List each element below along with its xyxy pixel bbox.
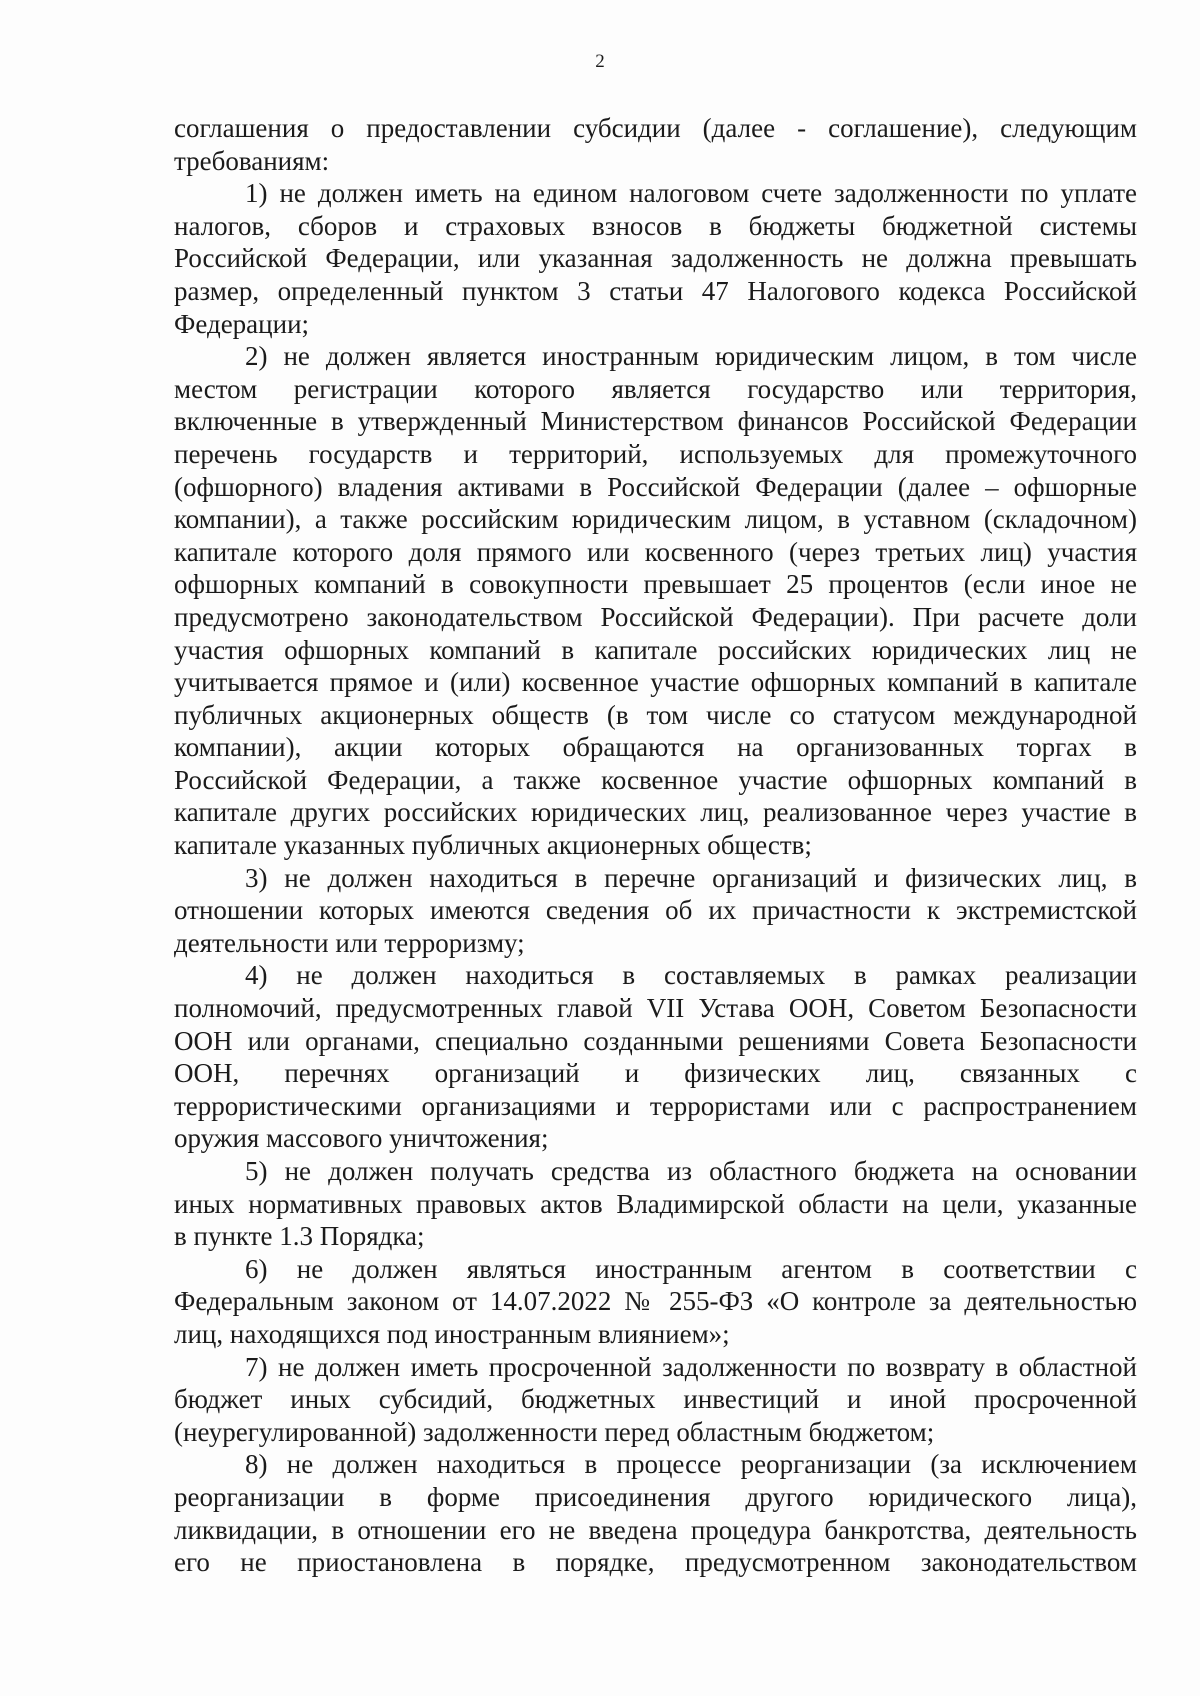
text-line: местом регистрации которого является государство или территория, [174, 373, 1137, 404]
paragraph-first-line: 3) не должен находиться в перечне организаций и физических лиц, в [245, 862, 1137, 893]
text-line: деятельности или терроризму; [174, 927, 525, 958]
text-line: офшорных компаний в совокупности превышает 25 процентов (если иное не [174, 569, 1137, 600]
text-line: (неурегулированной) задолженности перед областным бюджетом; [174, 1416, 935, 1447]
text-line: отношении которых имеются сведения об их причастности к экстремистской [174, 895, 1137, 926]
paragraph-first-line: 4) не должен находиться в составляемых в рамках реализации [245, 960, 1137, 991]
text-line: (офшорного) владения активами в Российской Федерации (далее – офшорные [174, 471, 1137, 502]
text-line: Российской Федерации, или указанная задолженность не должна превышать [174, 243, 1137, 274]
text-line: Федерации; [174, 308, 310, 339]
paragraph-first-line: 7) не должен иметь просроченной задолженности по возврату в областной [245, 1351, 1137, 1382]
text-line: в пункте 1.3 Порядка; [174, 1221, 425, 1252]
text-line: участия офшорных компаний в капитале российских юридических лиц не [174, 634, 1137, 665]
text-line: налогов, сборов и страховых взносов в бюджеты бюджетной системы [174, 210, 1137, 241]
text-line: требованиям: [174, 145, 330, 176]
paragraph-first-line: 8) не должен находиться в процессе реорганизации (за исключением [245, 1449, 1137, 1480]
text-line: компании), а также российским юридическим лицом, в уставном (складочном) [174, 504, 1137, 535]
text-line: размер, определенный пунктом 3 статьи 47 Налогового кодекса Российской [174, 275, 1137, 306]
text-line: соглашения о предоставлении субсидии (далее - соглашение), следующим [174, 113, 1137, 143]
text-line: полномочий, предусмотренных главой VII Устава ООН, Советом Безопасности [174, 993, 1137, 1024]
paragraph-first-line: 1) не должен иметь на едином налоговом счете задолженности по уплате [245, 178, 1137, 209]
text-line: оружия массового уничтожения; [174, 1123, 549, 1154]
text-line: террористическими организациями и террористами или с распространением [174, 1090, 1137, 1121]
text-line: ООН, перечнях организаций и физических лиц, связанных с [174, 1058, 1137, 1089]
text-line: ликвидации, в отношении его не введена процедура банкротства, деятельность [174, 1514, 1137, 1545]
paragraph-first-line: 6) не должен являться иностранным агентом в соответствии с [245, 1253, 1137, 1284]
text-line: включенные в утвержденный Министерством финансов Российской Федерации [174, 406, 1137, 437]
text-line: Федеральным законом от 14.07.2022 № 255-ФЗ «О контроле за деятельностью [174, 1286, 1137, 1317]
text-line: Российской Федерации, а также косвенное участие офшорных компаний в [174, 764, 1137, 795]
text-line: капитале которого доля прямого или косвенного (через третьих лиц) участия [174, 536, 1137, 567]
document-body [174, 112, 1137, 1579]
paragraph-first-line: 2) не должен является иностранным юридическим лицом, в том числе [245, 341, 1137, 372]
text-line: капитале других российских юридических лиц, реализованное через участие в [174, 797, 1137, 828]
text-line: ООН или органами, специально созданными решениями Совета Безопасности [174, 1025, 1137, 1056]
text-line: реорганизации в форме присоединения другого юридического лица), [174, 1481, 1137, 1512]
text-line: его не приостановлена в порядке, предусмотренном законодательством [174, 1547, 1137, 1578]
text-line: предусмотрено законодательством Российской Федерации). При расчете доли [174, 601, 1137, 632]
page-number: 2 [595, 51, 605, 72]
text-line: перечень государств и территорий, используемых для промежуточного [174, 438, 1137, 469]
text-line: капитале указанных публичных акционерных обществ; [174, 830, 812, 861]
text-line: бюджет иных субсидий, бюджетных инвестиций и иной просроченной [174, 1384, 1137, 1415]
paragraph-first-line: 5) не должен получать средства из областного бюджета на основании [245, 1156, 1137, 1186]
text-line: учитывается прямое и (или) косвенное участие офшорных компаний в капитале [174, 667, 1137, 698]
text-line: компании), акции которых обращаются на организованных торгах в [174, 732, 1137, 763]
text-line: лиц, находящихся под иностранным влиянием»; [174, 1318, 730, 1349]
text-line: публичных акционерных обществ (в том числе со статусом международной [174, 699, 1137, 730]
text-line: иных нормативных правовых актов Владимирской области на цели, указанные [174, 1188, 1137, 1219]
